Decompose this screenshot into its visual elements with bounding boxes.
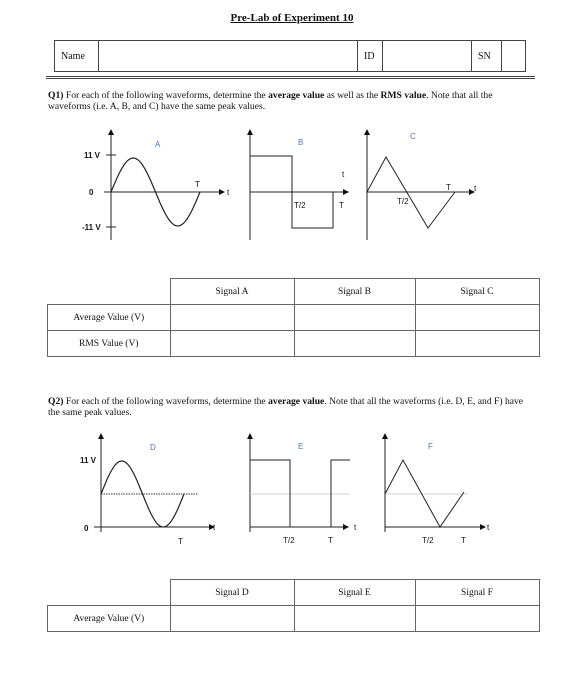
answer-cell[interactable] xyxy=(415,305,539,331)
waveform-d xyxy=(80,436,216,546)
q2-results-table xyxy=(47,579,540,632)
q2-bold: average value xyxy=(268,396,325,407)
label-b: B xyxy=(298,138,304,147)
label-e: E xyxy=(298,442,304,451)
waveform-e xyxy=(250,436,357,545)
label-11v: 11 V xyxy=(84,151,101,160)
answer-cell[interactable] xyxy=(170,331,294,357)
label-d: D xyxy=(150,443,156,452)
question-1 xyxy=(48,90,536,112)
label-t-period: T xyxy=(178,537,183,546)
q1-text: as well as the xyxy=(324,90,381,101)
corner-cell xyxy=(48,279,171,305)
label-c: C xyxy=(410,132,416,141)
sn-label: SN xyxy=(472,41,502,72)
waveform-c xyxy=(367,132,477,240)
column-header: Signal F xyxy=(415,580,539,606)
label-t-half: T/2 xyxy=(422,536,434,545)
label-t-period: T xyxy=(461,536,466,545)
page-title: Pre-Lab of Experiment 10 xyxy=(230,12,354,24)
id-field[interactable] xyxy=(383,41,472,72)
name-field[interactable] xyxy=(99,41,358,72)
q1-bold: average value xyxy=(268,90,325,101)
label-zero: 0 xyxy=(89,188,94,197)
q2-number: Q2) xyxy=(48,396,64,407)
column-header: Signal D xyxy=(170,580,294,606)
q2-text: . Note that all the waveforms (i.e. D, E, and F) have the same peak values. xyxy=(48,396,524,418)
column-header: Signal C xyxy=(415,279,539,305)
answer-cell[interactable] xyxy=(415,331,539,357)
label-t-axis: t xyxy=(213,523,216,532)
label-t-half: T/2 xyxy=(283,536,295,545)
label-t-axis: t xyxy=(227,188,230,197)
q1-results-table xyxy=(47,278,540,357)
q1-text: For each of the following waveforms, determine the xyxy=(65,90,269,101)
name-label: Name xyxy=(55,41,99,72)
sn-field[interactable] xyxy=(502,41,526,72)
q1-waveform-graphs xyxy=(0,125,584,265)
label-t-axis: t xyxy=(487,523,490,532)
row-header: RMS Value (V) xyxy=(48,331,171,357)
corner-cell xyxy=(48,580,171,606)
label-t-period: T xyxy=(339,201,344,210)
question-2 xyxy=(48,396,536,418)
answer-cell[interactable] xyxy=(415,606,539,632)
divider-line xyxy=(46,78,535,79)
answer-cell[interactable] xyxy=(294,305,415,331)
label-t-axis: t xyxy=(342,170,345,179)
answer-cell[interactable] xyxy=(170,305,294,331)
q1-bold: RMS value xyxy=(380,90,427,101)
label-t-period: T xyxy=(446,183,451,192)
waveform-a xyxy=(82,132,230,240)
answer-cell[interactable] xyxy=(294,331,415,357)
label-t-axis: t xyxy=(354,523,357,532)
row-header: Average Value (V) xyxy=(48,305,171,331)
label-t-half: T/2 xyxy=(397,197,409,206)
label-t-axis: t xyxy=(474,184,477,193)
label-neg-11v: -11 V xyxy=(82,223,101,232)
answer-cell[interactable] xyxy=(294,606,415,632)
label-t-period: T xyxy=(328,536,333,545)
student-info-table xyxy=(54,40,526,72)
q2-waveform-graphs xyxy=(0,432,584,552)
label-t-half: T/2 xyxy=(294,201,306,210)
label-a: A xyxy=(155,140,161,149)
label-f: F xyxy=(428,442,433,451)
q1-number: Q1) xyxy=(48,90,64,101)
id-label: ID xyxy=(358,41,383,72)
divider-line xyxy=(46,76,535,77)
q1-text: . Note that all the waveforms (i.e. A, B, and C) have the same peak values. xyxy=(48,90,493,112)
label-zero: 0 xyxy=(84,524,89,533)
waveform-b xyxy=(250,132,346,240)
answer-cell[interactable] xyxy=(170,606,294,632)
column-header: Signal A xyxy=(170,279,294,305)
waveform-f xyxy=(385,436,490,545)
column-header: Signal E xyxy=(294,580,415,606)
row-header: Average Value (V) xyxy=(48,606,171,632)
label-t-period: T xyxy=(195,180,200,189)
column-header: Signal B xyxy=(294,279,415,305)
label-11v: 11 V xyxy=(80,456,97,465)
q2-text: For each of the following waveforms, determine the xyxy=(65,396,269,407)
